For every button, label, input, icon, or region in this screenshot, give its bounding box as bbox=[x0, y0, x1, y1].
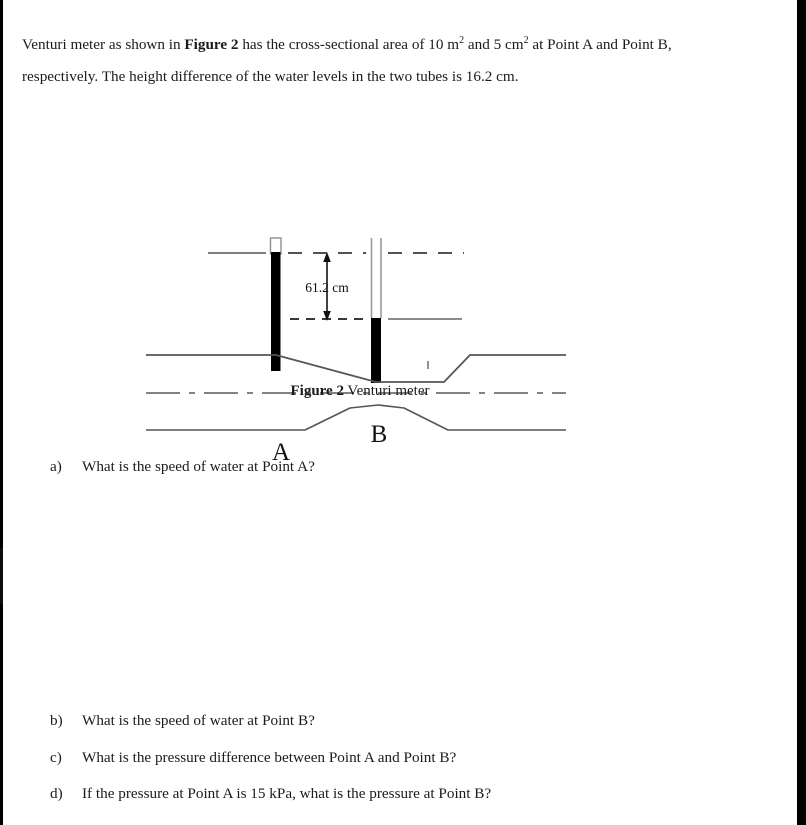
point-label-a: A bbox=[271, 439, 291, 466]
question-item-b bbox=[50, 711, 315, 731]
superscript-squared-a: 2 bbox=[459, 35, 465, 47]
question-text-d: If the pressure at Point A is 15 kPa, what is the pressure at Point B? bbox=[82, 785, 492, 802]
superscript-squared-b: 2 bbox=[523, 35, 529, 47]
height-difference-label: 61.2 cm bbox=[305, 280, 349, 295]
question-item-a bbox=[50, 457, 315, 477]
problem-statement-line2: Point B, respectively. The height difference of the water levels in the two tubes is 16.2 cm. bbox=[22, 36, 672, 86]
pipe-upper-wall bbox=[146, 355, 566, 382]
tube-a-water-column bbox=[271, 252, 281, 371]
question-marker-c: c) bbox=[50, 749, 62, 766]
scan-edge-notch bbox=[0, 548, 7, 604]
tube-a-glass-top bbox=[271, 238, 282, 254]
problem-statement-area-b: and 5 cm bbox=[464, 36, 524, 54]
figure-caption-number: Figure 2 bbox=[290, 383, 344, 399]
figure-reference: Figure 2 bbox=[184, 36, 239, 54]
problem-statement-area-a: has the cross-sectional area of 10 m bbox=[238, 36, 460, 54]
problem-statement-pre: Venturi meter as shown in bbox=[22, 36, 185, 54]
question-text-c: What is the pressure difference between Point A and Point B? bbox=[82, 749, 457, 766]
question-marker-b: b) bbox=[50, 712, 63, 729]
question-item-d bbox=[50, 784, 491, 804]
point-label-b: B bbox=[370, 421, 388, 448]
question-marker-d: d) bbox=[50, 785, 63, 802]
question-text-b: What is the speed of water at Point B? bbox=[82, 712, 315, 729]
tube-b-water-column bbox=[371, 318, 381, 383]
problem-statement-points: at Point A and bbox=[528, 36, 619, 54]
pipe-lower-wall bbox=[146, 405, 566, 430]
question-text-a: What is the speed of water at Point A? bbox=[82, 458, 315, 475]
question-item-c bbox=[50, 748, 456, 768]
figure-caption bbox=[0, 383, 720, 400]
problem-statement bbox=[22, 29, 722, 93]
figure-caption-text: Venturi meter bbox=[343, 383, 430, 399]
question-marker-a: a) bbox=[50, 458, 62, 475]
